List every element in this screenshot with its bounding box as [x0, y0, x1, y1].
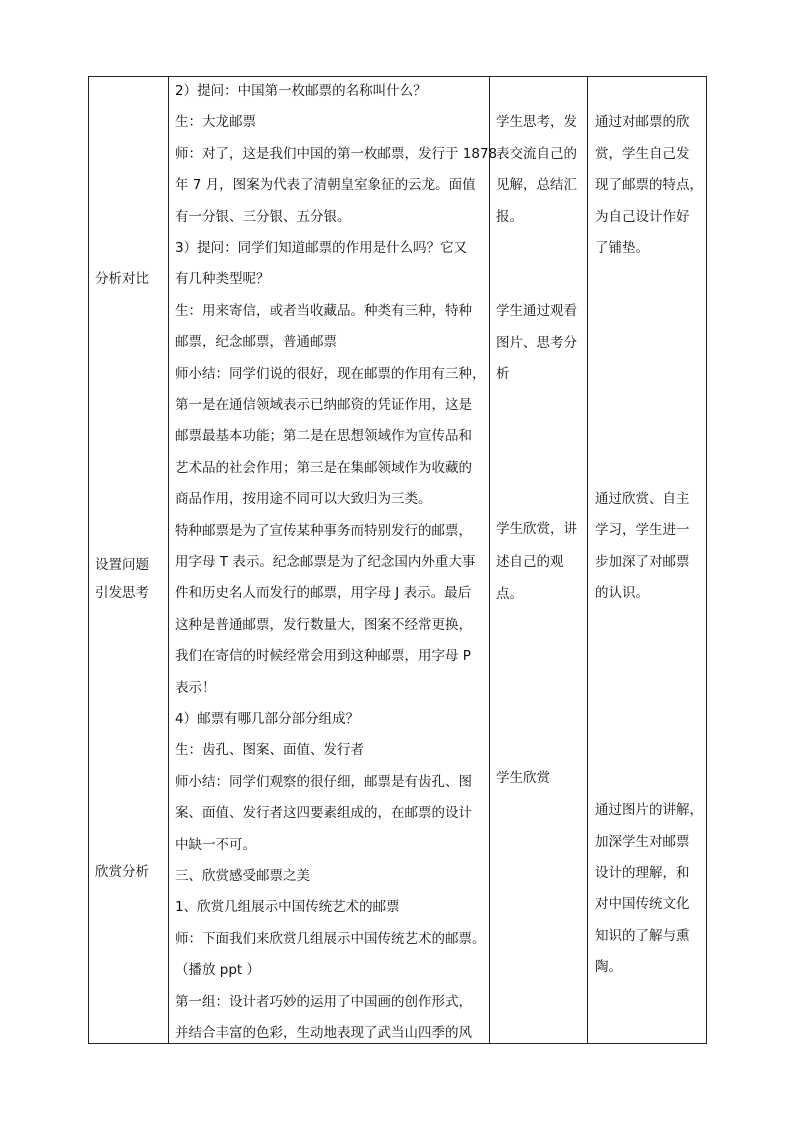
design-intent-line: 的认识。	[595, 585, 649, 601]
teaching-content-line: 中缺一不可。	[175, 836, 256, 853]
teaching-content-line: 有一分银、三分银、五分银。	[175, 208, 351, 225]
lesson-plan-table	[88, 76, 707, 1044]
design-intent-line: 为自己设计作好	[595, 209, 690, 225]
design-intent-line: 加深学生对邮票	[595, 834, 690, 850]
design-intent-line: 对中国传统文化	[595, 896, 690, 912]
design-intent-line: 赏，学生自己发	[595, 146, 690, 162]
teaching-content-line: 件和历史名人而发行的邮票，用字母 J 表示。最后	[175, 585, 472, 602]
design-intent-line: 学习，学生进一	[595, 522, 690, 538]
stage-label-appreciation: 欣赏分析	[95, 864, 149, 880]
teaching-content-line: 师小结：同学们观察的很仔细，邮票是有齿孔、图	[175, 773, 472, 790]
teaching-content-line: 邮票最基本功能；第二是在思想领域作为宣传品和	[175, 428, 472, 445]
student-activity-line: 学生欣赏，讲	[496, 521, 577, 537]
teaching-content-line: 案、面值、发行者这四要素组成的，在邮票的设计	[175, 805, 472, 822]
design-intent-line: 现了邮票的特点，	[595, 177, 703, 193]
student-activity-line: 学生思考，发	[496, 114, 577, 130]
student-activity-line: 述自己的观	[496, 554, 564, 570]
teaching-content-line: 3）提问：同学们知道邮票的作用是什么吗？它又	[175, 240, 468, 256]
design-intent-line: 步加深了对邮票	[595, 554, 690, 570]
design-intent-line: 知识的了解与熏	[595, 928, 690, 944]
student-activity-line: 图片、思考分	[496, 335, 577, 351]
teaching-content-line: 2）提问：中国第一枚邮票的名称叫什么？	[175, 83, 427, 99]
design-intent-line: 通过欣赏、自主	[595, 491, 690, 507]
teaching-content-line: 第一是在通信领域表示已纳邮资的凭证作用，这是	[175, 397, 472, 413]
teaching-content-line: 商品作用，按用途不同可以大致归为三类。	[175, 491, 432, 508]
teaching-content-line: 用字母 T 表示。纪念邮票是为了纪念国内外重大事	[175, 554, 476, 570]
design-intent-line: 了铺垫。	[595, 240, 649, 256]
teaching-content-line: 1、欣赏几组展示中国传统艺术的邮票	[175, 899, 400, 916]
stage-label-question-1: 设置问题	[95, 557, 149, 573]
teaching-content-line: 我们在寄信的时候经常会用到这种邮票，用字母 P	[175, 648, 471, 665]
column-divider	[168, 77, 169, 1043]
student-activity-line: 点。	[496, 586, 523, 602]
student-activity-line: 学生欣赏	[496, 770, 550, 786]
student-activity-line: 报。	[496, 209, 523, 225]
student-activity-line: 表交流自己的	[496, 146, 577, 162]
teaching-content-line: 邮票，纪念邮票，普通邮票	[175, 334, 337, 351]
teaching-content-line: 生：大龙邮票	[175, 114, 256, 131]
design-intent-line: 设计的理解，和	[595, 865, 690, 881]
teaching-content-line: 生：用来寄信，或者当收藏品。种类有三种，特种	[175, 302, 472, 319]
stage-label-analysis: 分析对比	[95, 271, 149, 287]
design-intent-line: 通过对邮票的欣	[595, 114, 690, 130]
teaching-content-line: 并结合丰富的色彩，生动地表现了武当山四季的风	[175, 1025, 472, 1041]
stage-label-question-2: 引发思考	[95, 585, 149, 601]
teaching-content-line: 第一组：设计者巧妙的运用了中国画的创作形式，	[175, 993, 472, 1010]
teaching-content-line: 三、欣赏感受邮票之美	[175, 868, 310, 884]
teaching-content-line: 师：对了，这是我们中国的第一枚邮票，发行于 1878	[175, 145, 498, 162]
teaching-content-line: 生：齿孔、图案、面值、发行者	[175, 742, 364, 759]
teaching-content-line: （播放 ppt ）	[175, 962, 261, 979]
teaching-content-line: 年 7 月，图案为代表了清朝皇室象征的云龙。面值	[175, 177, 476, 194]
student-activity-line: 见解，总结汇	[496, 177, 577, 193]
design-intent-line: 通过图片的讲解，	[595, 802, 703, 818]
student-activity-line: 析	[496, 366, 510, 382]
design-intent-line: 陶。	[595, 959, 622, 975]
teaching-content-line: 有几种类型呢？	[175, 271, 270, 288]
column-divider	[587, 77, 588, 1043]
teaching-content-line: 4）邮票有哪几部分部分组成？	[175, 711, 360, 727]
student-activity-line: 学生通过观看	[496, 303, 577, 319]
teaching-content-line: 特种邮票是为了宣传某种事务而特别发行的邮票，	[175, 522, 472, 539]
teaching-content-line: 师小结：同学们说的很好，现在邮票的作用有三种，	[175, 365, 486, 382]
teaching-content-line: 艺术品的社会作用；第三是在集邮领域作为收藏的	[175, 459, 472, 476]
column-divider	[489, 77, 490, 1043]
teaching-content-line: 这种是普通邮票，发行数量大，图案不经常更换，	[175, 616, 472, 633]
teaching-content-line: 表示！	[175, 679, 216, 696]
teaching-content-line: 师：下面我们来欣赏几组展示中国传统艺术的邮票。	[175, 930, 486, 947]
